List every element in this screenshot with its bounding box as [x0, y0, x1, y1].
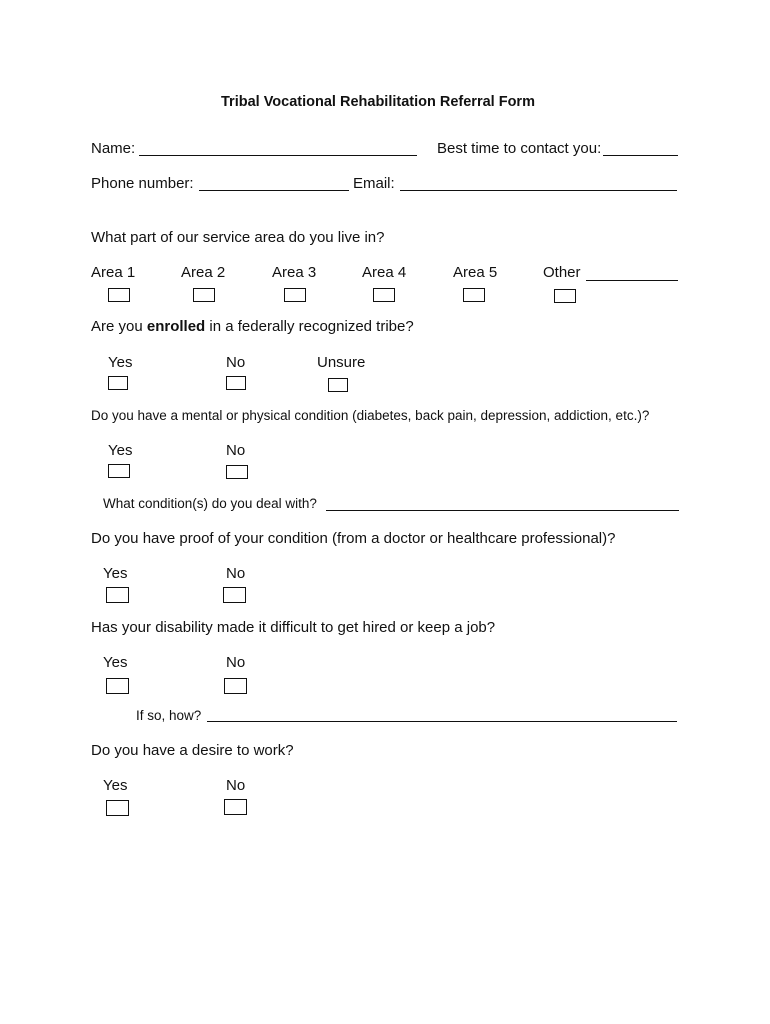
enrolled-yes-checkbox[interactable]	[108, 376, 128, 390]
desire-no-label: No	[226, 777, 246, 794]
best-time-field[interactable]	[603, 155, 678, 156]
proof-no-label: No	[226, 565, 246, 582]
proof-yes-label: Yes	[103, 565, 128, 582]
enrolled-yes-label: Yes	[108, 354, 133, 371]
desire-yes-label: Yes	[103, 777, 128, 794]
enrolled-unsure-label: Unsure	[317, 354, 366, 371]
proof-question: Do you have proof of your condition (from a doctor or healthcare professional)?	[91, 530, 616, 547]
enrolled-no-label: No	[226, 354, 246, 371]
desire-no-checkbox[interactable]	[224, 799, 247, 815]
area-5-label: Area 5	[453, 264, 498, 281]
email-label: Email:	[353, 175, 395, 192]
area-2-label: Area 2	[181, 264, 226, 281]
area-other-checkbox[interactable]	[554, 289, 576, 303]
condition-followup-field[interactable]	[326, 510, 679, 511]
disability-followup-label: If so, how?	[136, 708, 202, 723]
area-4-label: Area 4	[362, 264, 407, 281]
condition-no-label: No	[226, 442, 246, 459]
disability-question: Has your disability made it difficult to get hired or keep a job?	[91, 619, 496, 636]
enrolled-no-checkbox[interactable]	[226, 376, 246, 390]
area-4-checkbox[interactable]	[373, 288, 395, 302]
area-other-field[interactable]	[586, 280, 678, 281]
area-other-label: Other	[543, 264, 581, 281]
phone-label: Phone number:	[91, 175, 194, 192]
proof-yes-checkbox[interactable]	[106, 587, 129, 603]
disability-followup-field[interactable]	[207, 721, 677, 722]
disability-yes-label: Yes	[103, 654, 128, 671]
area-1-checkbox[interactable]	[108, 288, 130, 302]
area-2-checkbox[interactable]	[193, 288, 215, 302]
disability-no-label: No	[226, 654, 246, 671]
email-field[interactable]	[400, 190, 677, 191]
best-time-label: Best time to contact you:	[437, 140, 602, 157]
enrolled-unsure-checkbox[interactable]	[328, 378, 348, 392]
disability-no-checkbox[interactable]	[224, 678, 247, 694]
name-label: Name:	[91, 140, 136, 157]
condition-question: Do you have a mental or physical condition (diabetes, back pain, depression, addiction, etc.)?	[91, 408, 650, 423]
disability-yes-checkbox[interactable]	[106, 678, 129, 694]
service-area-question: What part of our service area do you live in?	[91, 229, 385, 246]
condition-yes-checkbox[interactable]	[108, 464, 130, 478]
area-3-checkbox[interactable]	[284, 288, 306, 302]
enrolled-question: Are you enrolled in a federally recognized tribe?	[91, 318, 414, 335]
desire-question: Do you have a desire to work?	[91, 742, 294, 759]
condition-no-checkbox[interactable]	[226, 465, 248, 479]
area-1-label: Area 1	[91, 264, 136, 281]
condition-yes-label: Yes	[108, 442, 133, 459]
name-field[interactable]	[139, 155, 417, 156]
proof-no-checkbox[interactable]	[223, 587, 246, 603]
form-title: Tribal Vocational Rehabilitation Referral Form	[221, 94, 535, 110]
area-3-label: Area 3	[272, 264, 317, 281]
phone-field[interactable]	[199, 190, 349, 191]
desire-yes-checkbox[interactable]	[106, 800, 129, 816]
condition-followup-label: What condition(s) do you deal with?	[103, 496, 317, 511]
area-5-checkbox[interactable]	[463, 288, 485, 302]
